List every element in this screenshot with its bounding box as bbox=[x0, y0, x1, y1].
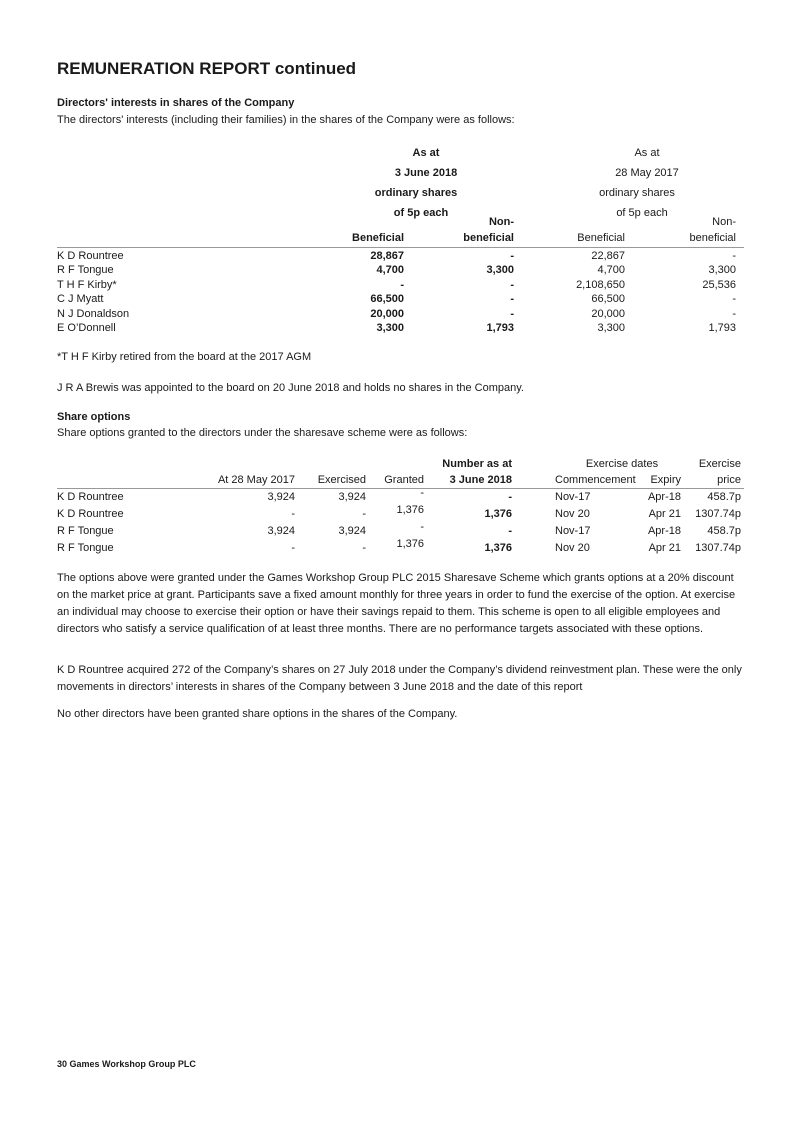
cell-commencement: Nov 20 bbox=[555, 508, 590, 520]
cell-beneficial-2018: 20,000 bbox=[370, 308, 404, 320]
cell-beneficial-2018: 4,700 bbox=[376, 264, 404, 276]
cell-at-2017: - bbox=[291, 508, 295, 520]
paragraph-no-other-options: No other directors have been granted share options in the shares of the Company. bbox=[57, 708, 458, 720]
col-header-commencement: Commencement bbox=[555, 474, 636, 486]
cell-at-2017: 3,924 bbox=[267, 491, 295, 503]
col-header-exercise-price-bottom: price bbox=[717, 474, 741, 486]
section-intro: Share options granted to the directors under the sharesave scheme were as follows: bbox=[57, 427, 468, 439]
cell-exercised: 3,924 bbox=[338, 525, 366, 537]
cell-beneficial-2017: 2,108,650 bbox=[576, 279, 625, 291]
cell-number: - bbox=[508, 525, 512, 537]
footnote-kirby: *T H F Kirby retired from the board at the 2017 AGM bbox=[57, 351, 312, 363]
cell-name: K D Rountree bbox=[57, 491, 124, 503]
cell-price: 458.7p bbox=[707, 491, 741, 503]
col-header-exercised: Exercised bbox=[317, 474, 366, 486]
cell-expiry: Apr-18 bbox=[647, 491, 681, 503]
cell-price: 1307.74p bbox=[695, 508, 741, 520]
cell-nonbeneficial-2018: - bbox=[510, 250, 514, 262]
cell-price: 458.7p bbox=[707, 525, 741, 537]
cell-beneficial-2018: 28,867 bbox=[370, 250, 404, 262]
note-brewis: J R A Brewis was appointed to the board on 20 June 2018 and holds no shares in the Company. bbox=[57, 382, 524, 394]
col-header-beneficial-2017: Beneficial bbox=[577, 232, 625, 244]
header-text: As at bbox=[412, 147, 440, 159]
page-title: REMUNERATION REPORT continued bbox=[57, 59, 357, 78]
cell-nonbeneficial-2017: 25,536 bbox=[702, 279, 736, 291]
cell-price: 1307.74p bbox=[695, 542, 741, 554]
table-row bbox=[0, 307, 800, 322]
cell-beneficial-2017: 22,867 bbox=[591, 250, 625, 262]
cell-nonbeneficial-2018: 1,793 bbox=[486, 322, 514, 334]
col-header-beneficial-2018: Beneficial bbox=[352, 232, 404, 244]
cell-beneficial-2017: 4,700 bbox=[597, 264, 625, 276]
cell-beneficial-2017: 20,000 bbox=[591, 308, 625, 320]
col-header-exercise-dates: Exercise dates bbox=[585, 458, 659, 470]
table-row bbox=[0, 278, 800, 293]
cell-commencement: Nov 20 bbox=[555, 542, 590, 554]
cell-granted: - bbox=[420, 521, 424, 533]
cell-nonbeneficial-2017: - bbox=[732, 250, 736, 262]
col-header-exercise-price-top: Exercise bbox=[698, 458, 741, 470]
cell-granted: 1,376 bbox=[396, 504, 424, 516]
table-row bbox=[0, 506, 800, 523]
cell-nonbeneficial-2017: 3,300 bbox=[708, 264, 736, 276]
cell-commencement: Nov-17 bbox=[555, 525, 591, 537]
paragraph-rountree-acquisition: K D Rountree acquired 272 of the Company’s shares on 27 July 2018 under the Company’s dividend reinvestment plan. These were the only movements in directors’ interests in shares of the Company between 3 June 2018 and the date of this report bbox=[57, 664, 742, 693]
table-row bbox=[0, 540, 800, 557]
header-text: of 5p each bbox=[393, 207, 449, 219]
cell-nonbeneficial-2018: - bbox=[510, 308, 514, 320]
cell-beneficial-2018: - bbox=[400, 279, 404, 291]
cell-nonbeneficial-2017: - bbox=[732, 293, 736, 305]
cell-nonbeneficial-2018: - bbox=[510, 293, 514, 305]
cell-nonbeneficial-2017: 1,793 bbox=[708, 322, 736, 334]
cell-beneficial-2017: 66,500 bbox=[591, 293, 625, 305]
cell-name: N J Donaldson bbox=[57, 308, 130, 320]
table-row bbox=[0, 321, 800, 336]
cell-nonbeneficial-2017: - bbox=[732, 308, 736, 320]
cell-beneficial-2017: 3,300 bbox=[597, 322, 625, 334]
cell-granted: 1,376 bbox=[396, 538, 424, 550]
cell-expiry: Apr-18 bbox=[647, 525, 681, 537]
paragraph-sharesave-scheme: The options above were granted under the Games Workshop Group PLC 2015 Sharesave Scheme which grants options at a 20% discount on the market price at grant. Participants save a fixed amount monthly for three years in order to fund the exercise of the option. At exercise an individual may choose to exercise their option or have their savings repaid to them. This scheme is open to all eligible employees and directors who satisfy a service qualification of at least three months. There are no performance targets associated with these options. bbox=[57, 572, 736, 635]
col-header-number-bottom: 3 June 2018 bbox=[449, 474, 512, 486]
cell-name: C J Myatt bbox=[57, 293, 104, 305]
table-row bbox=[0, 292, 800, 307]
table-divider bbox=[57, 247, 744, 248]
cell-name: R F Tongue bbox=[57, 264, 114, 276]
col-header-at-28-may-2017: At 28 May 2017 bbox=[217, 474, 295, 486]
cell-at-2017: - bbox=[291, 542, 295, 554]
cell-name: R F Tongue bbox=[57, 542, 114, 554]
header-text: of 5p each bbox=[616, 207, 668, 219]
header-text: 28 May 2017 bbox=[615, 167, 679, 179]
cell-name: K D Rountree bbox=[57, 508, 124, 520]
cell-beneficial-2018: 66,500 bbox=[370, 293, 404, 305]
table-row bbox=[0, 249, 800, 264]
col-header-number-top: Number as at bbox=[442, 458, 512, 470]
col-header-expiry: Expiry bbox=[650, 474, 681, 486]
cell-exercised: - bbox=[362, 508, 366, 520]
cell-name: K D Rountree bbox=[57, 250, 124, 262]
cell-expiry: Apr 21 bbox=[648, 542, 681, 554]
cell-name: T H F Kirby* bbox=[57, 279, 117, 291]
col-header-nonbeneficial-2017-top: Non- bbox=[712, 216, 736, 228]
section-intro: The directors' interests (including their families) in the shares of the Company were as follows: bbox=[57, 114, 515, 126]
cell-nonbeneficial-2018: - bbox=[510, 279, 514, 291]
cell-exercised: 3,924 bbox=[338, 491, 366, 503]
cell-number: - bbox=[508, 491, 512, 503]
header-text: As at bbox=[634, 147, 660, 159]
cell-nonbeneficial-2018: 3,300 bbox=[486, 264, 514, 276]
section-heading-directors-interests: Directors' interests in shares of the Company bbox=[57, 97, 295, 109]
header-text: ordinary shares bbox=[374, 187, 458, 199]
cell-number: 1,376 bbox=[484, 542, 512, 554]
header-text: ordinary shares bbox=[599, 187, 675, 199]
table-row bbox=[0, 263, 800, 278]
cell-name: R F Tongue bbox=[57, 525, 114, 537]
cell-name: E O’Donnell bbox=[57, 322, 116, 334]
cell-number: 1,376 bbox=[484, 508, 512, 520]
section-heading-share-options: Share options bbox=[57, 411, 131, 423]
col-header-nonbeneficial-2018-top: Non- bbox=[488, 216, 514, 228]
cell-expiry: Apr 21 bbox=[648, 508, 681, 520]
col-header-granted: Granted bbox=[384, 474, 424, 486]
header-text: 3 June 2018 bbox=[394, 167, 458, 179]
col-header-nonbeneficial-2018: beneficial bbox=[463, 232, 514, 244]
cell-granted: - bbox=[420, 487, 424, 499]
cell-beneficial-2018: 3,300 bbox=[376, 322, 404, 334]
cell-exercised: - bbox=[362, 542, 366, 554]
page-footer: 30 Games Workshop Group PLC bbox=[57, 1059, 196, 1069]
cell-at-2017: 3,924 bbox=[267, 525, 295, 537]
col-header-nonbeneficial-2017: beneficial bbox=[689, 232, 736, 244]
cell-commencement: Nov-17 bbox=[555, 491, 591, 503]
